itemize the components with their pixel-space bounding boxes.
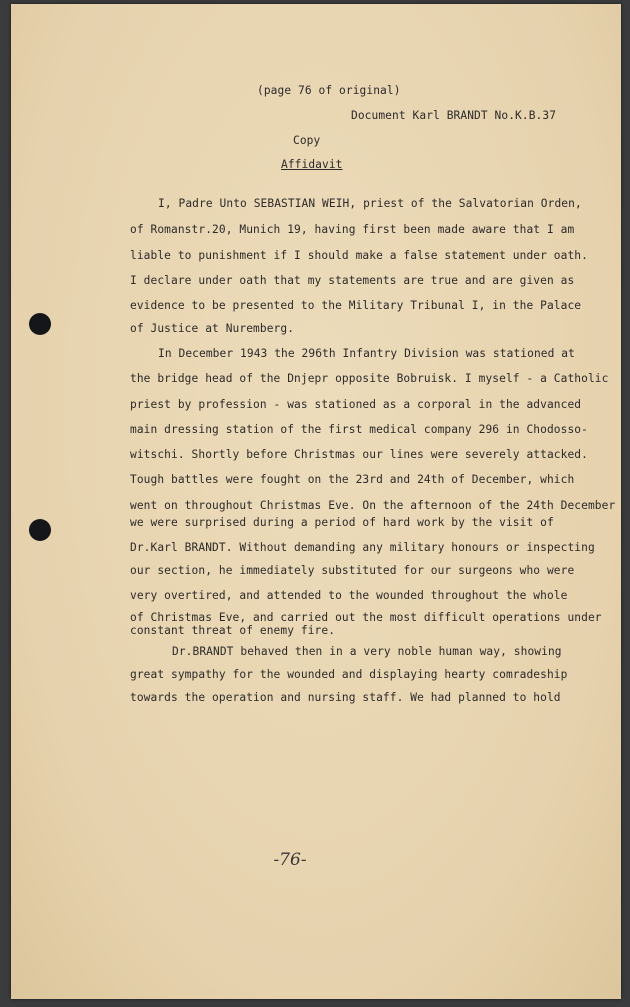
para3-line3: towards the operation and nursing staff. We had planned to hold: [130, 691, 561, 704]
para2-line9: Dr.Karl BRANDT. Without demanding any military honours or inspecting: [130, 541, 595, 554]
para3-line2: great sympathy for the wounded and displaying hearty comradeship: [130, 668, 568, 681]
para2-line7: went on throughout Christmas Eve. On the afternoon of the 24th December: [130, 499, 616, 512]
para1-line3: liable to punishment if I should make a false statement under oath.: [130, 249, 588, 262]
para1-line1: I, Padre Unto SEBASTIAN WEIH, priest of the Salvatorian Orden,: [158, 197, 582, 210]
para2-line5: witschi. Shortly before Christmas our lines were severely attacked.: [130, 448, 588, 461]
punch-hole-top: [29, 313, 51, 335]
para1-line6: of Justice at Nuremberg.: [130, 322, 295, 335]
affidavit-title: Affidavit: [281, 158, 343, 171]
para2-line2: the bridge head of the Dnjepr opposite Bobruisk. I myself - a Catholic: [130, 372, 609, 385]
para2-line12: of Christmas Eve, and carried out the most difficult operations under: [130, 611, 602, 624]
para1-line5: evidence to be presented to the Military Tribunal I, in the Palace: [130, 299, 582, 312]
para2-line3: priest by profession - was stationed as a corporal in the advanced: [130, 398, 582, 411]
para2-line6: Tough battles were fought on the 23rd and 24th of December, which: [130, 473, 575, 486]
page-note: (page 76 of original): [257, 84, 401, 97]
para2-line11: very overtired, and attended to the wounded throughout the whole: [130, 589, 568, 602]
para1-line2: of Romanstr.20, Munich 19, having first been made aware that I am: [130, 223, 575, 236]
para3-line1: Dr.BRANDT behaved then in a very noble human way, showing: [172, 645, 562, 658]
document-reference: Document Karl BRANDT No.K.B.37: [351, 109, 557, 122]
para2-line13: constant threat of enemy fire.: [130, 624, 336, 637]
para2-line4: main dressing station of the first medical company 296 in Chodosso-: [130, 423, 588, 436]
para2-line10: our section, he immediately substituted for our surgeons who were: [130, 564, 575, 577]
page-number: -76-: [273, 850, 307, 870]
punch-hole-bottom: [29, 519, 51, 541]
para1-line4: I declare under oath that my statements are true and are given as: [130, 274, 575, 287]
para2-line1: In December 1943 the 296th Infantry Division was stationed at: [158, 347, 575, 360]
para2-line8: we were surprised during a period of hard work by the visit of: [130, 516, 554, 529]
copy-label: Copy: [293, 134, 321, 147]
